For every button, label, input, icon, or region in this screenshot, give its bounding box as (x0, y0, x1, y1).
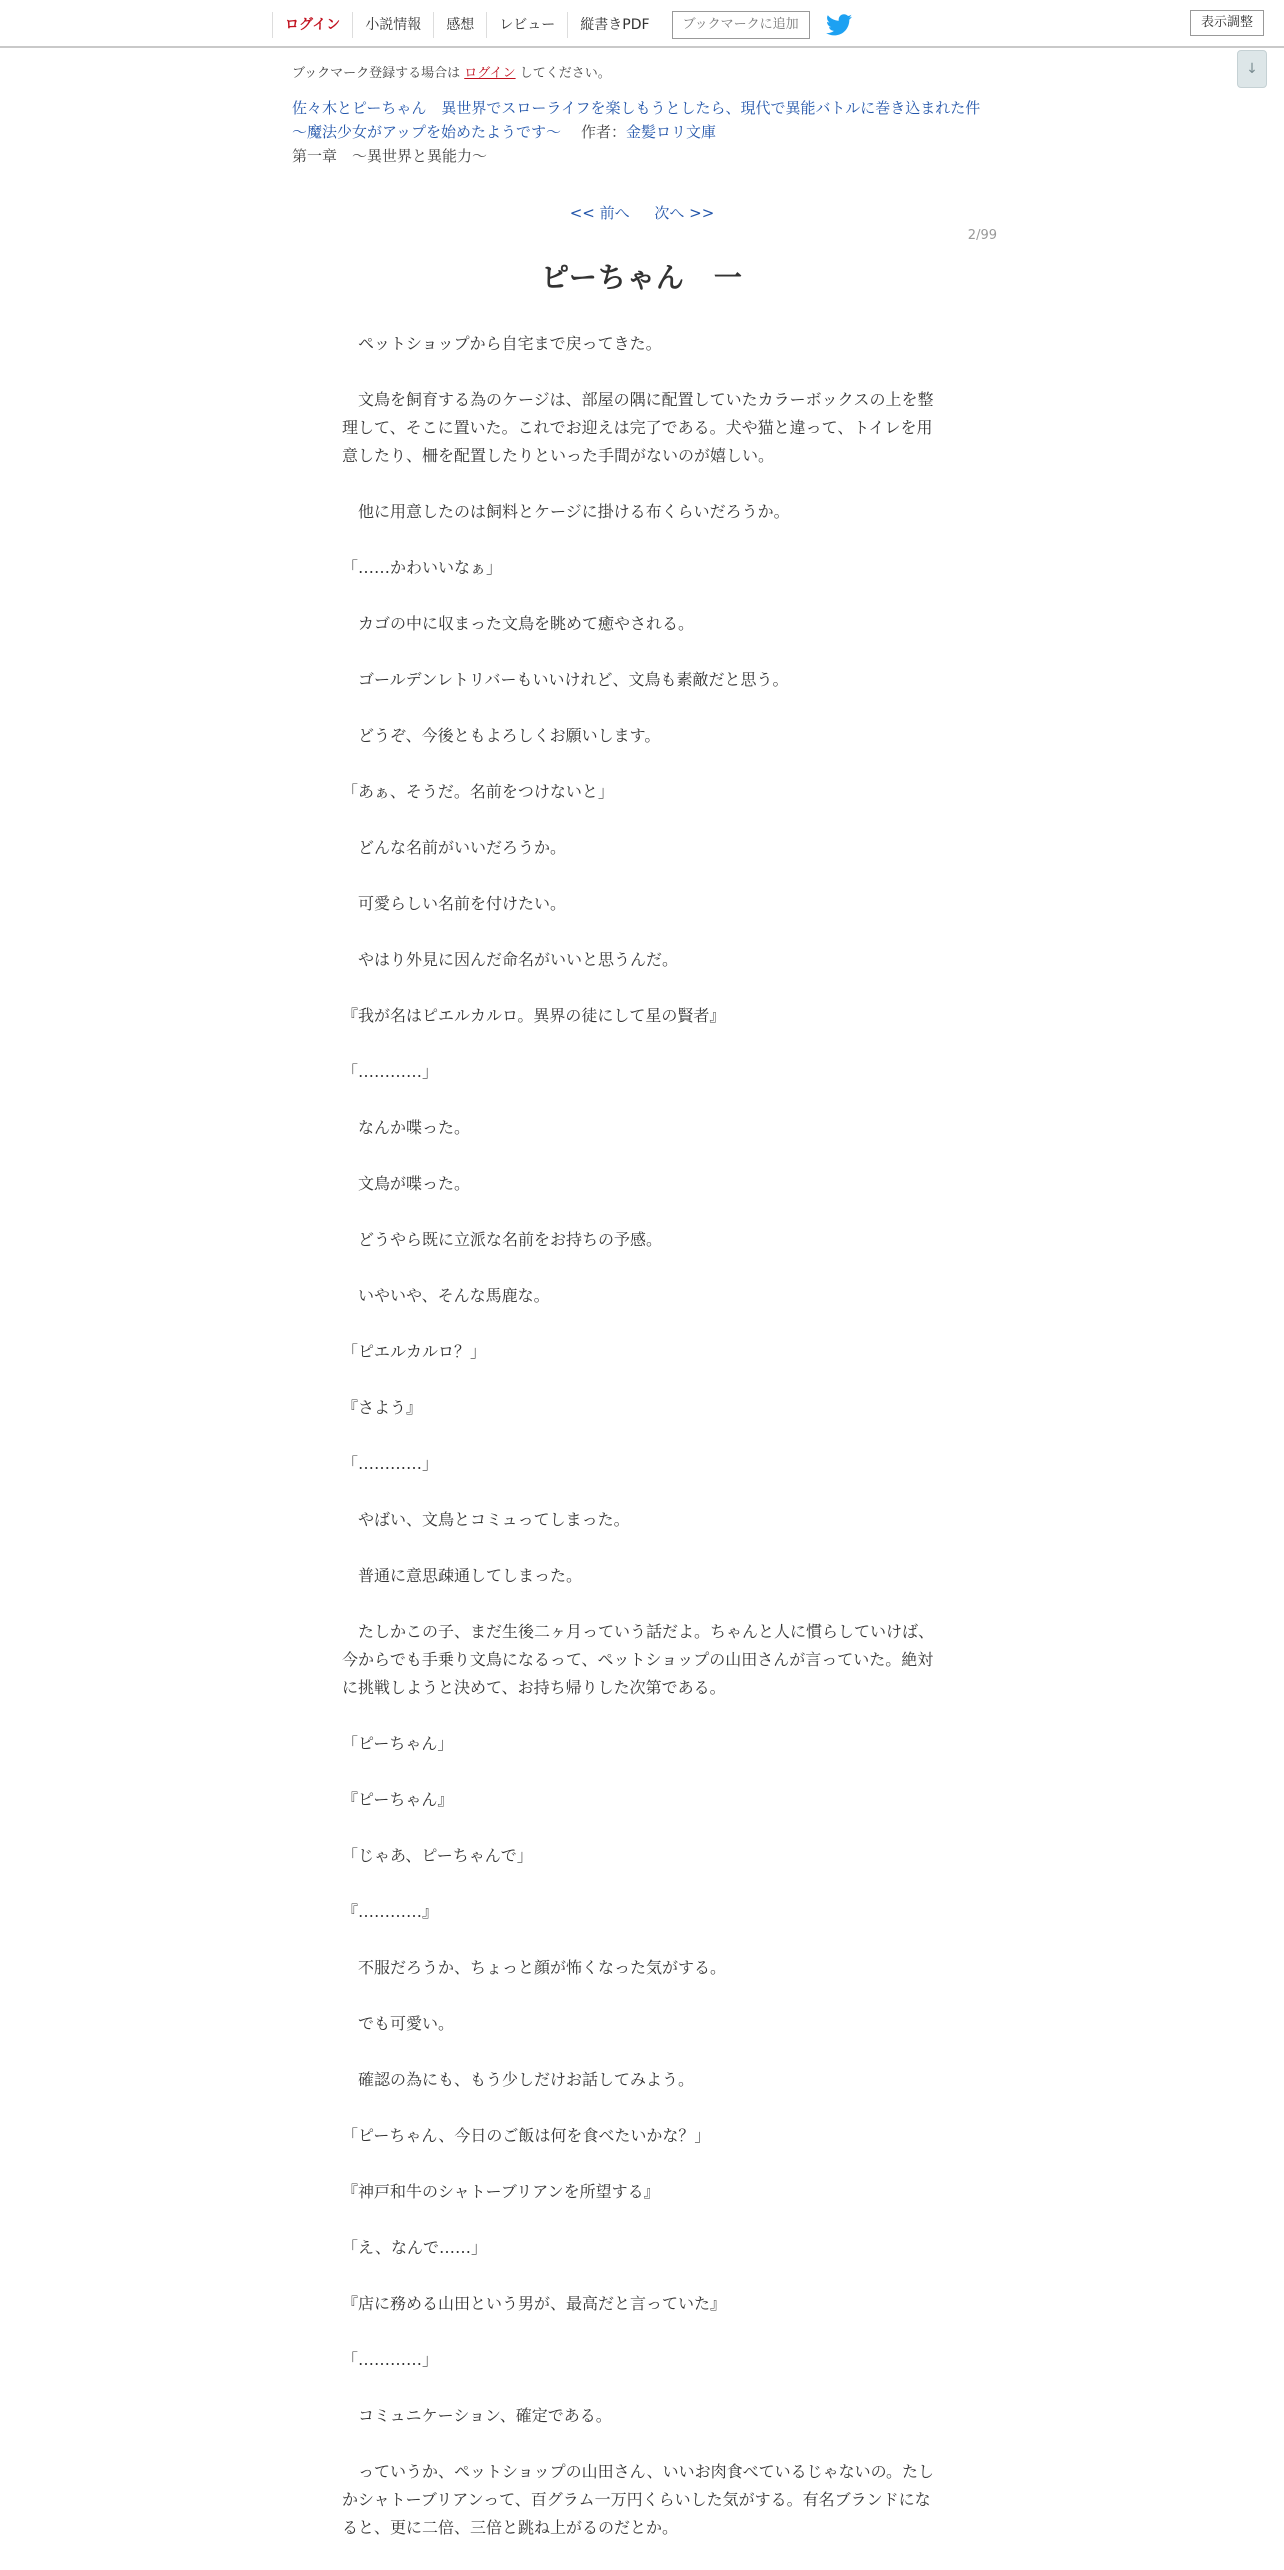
paragraph: でも可愛い。 (342, 2014, 455, 2033)
paragraph: どうやら既に立派な名前をお持ちの予感。 (342, 1230, 663, 1249)
bookmark-login-link[interactable]: ログイン (464, 66, 516, 81)
add-bookmark-button[interactable]: ブックマークに追加 (672, 11, 810, 39)
paragraph: 「…………」 (342, 1062, 439, 1081)
paragraph: どんな名前がいいだろうか。 (342, 838, 567, 857)
paragraph: 不服だろうか、ちょっと顔が怖くなった気がする。 (342, 1958, 727, 1977)
paragraph: 可愛らしい名前を付けたい。 (342, 894, 567, 913)
novel-title-link[interactable]: 佐々木とピーちゃん 異世界でスローライフを楽しもうとしたら、現代で異能バトルに巻き込まれた件 ～魔法少女がアップを始めたようです～ (292, 99, 996, 141)
main-nav (272, 10, 852, 40)
twitter-bird-icon (826, 14, 852, 36)
paragraph: っていうか、ペットショップの山田さん、いいお肉食べているじゃないの。たしかシャトーブリアンって、百グラム一万円くらいした気がする。有名ブランドになると、更に二倍、三倍と跳ね上がるのだとか。 (342, 2462, 935, 2537)
author-link[interactable]: 金髪ロリ文庫 (625, 123, 716, 141)
review-link[interactable]: レビュー (486, 12, 567, 38)
paragraph: やはり外見に因んだ命名がいいと思うんだ。 (342, 950, 679, 969)
paragraph: 「あぁ、そうだ。名前をつけないと」 (342, 782, 614, 801)
paragraph: 『…………』 (342, 1902, 439, 1921)
impressions-link[interactable]: 感想 (433, 12, 486, 38)
author-label: 作者： (580, 123, 626, 141)
bookmark-notice (292, 62, 611, 81)
arrow-down-icon: ↓ (1246, 61, 1258, 77)
paragraph: 『ピーちゃん』 (342, 1790, 454, 1809)
paragraph: 文鳥が喋った。 (342, 1174, 471, 1193)
paragraph: 『我が名はピエルカルロ。異界の徒にして星の賢者』 (342, 1006, 726, 1025)
paragraph: いやいや、そんな馬鹿な。 (342, 1286, 550, 1305)
paragraph: 確認の為にも、もう少しだけお話してみよう。 (342, 2070, 695, 2089)
twitter-icon[interactable] (826, 14, 852, 36)
pager (0, 202, 1284, 223)
paragraph: 『店に務める山田という男が、最高だと言っていた』 (342, 2294, 727, 2313)
bookmark-notice-before: ブックマーク登録する場合は (292, 66, 461, 81)
top-nav-bar (0, 0, 1284, 48)
next-page-link[interactable]: 次へ >> (654, 204, 715, 222)
paragraph: 「ピーちゃん」 (342, 1734, 454, 1753)
paragraph: カゴの中に収まった文鳥を眺めて癒やされる。 (342, 614, 695, 633)
paragraph: 『神戸和牛のシャトーブリアンを所望する』 (342, 2182, 660, 2201)
vertical-pdf-link[interactable]: 縦書きPDF (567, 12, 661, 38)
paragraph: ゴールデンレトリバーもいいけれど、文鳥も素敵だと思う。 (342, 670, 789, 689)
paragraph: 「…………」 (342, 1454, 439, 1473)
display-settings-button[interactable]: 表示調整 (1190, 10, 1264, 36)
paragraph: 「…………」 (342, 2350, 439, 2369)
paragraph: ペットショップから自宅まで戻ってきた。 (342, 334, 662, 353)
paragraph: 他に用意したのは飼料とケージに掛ける布くらいだろうか。 (342, 502, 790, 521)
paragraph: なんか喋った。 (342, 1118, 471, 1137)
bookmark-notice-after: してください。 (519, 66, 611, 81)
paragraph: 『さよう』 (342, 1398, 423, 1417)
paragraph: たしかこの子、まだ生後二ヶ月っていう話だよ。ちゃんと人に慣らしていけば、今からでも手乗り文鳥になるって、ペットショップの山田さんが言っていた。絶対に挑戦しようと決めて、お持ち帰りした次第である。 (342, 1622, 935, 1697)
paragraph: どうぞ、今後ともよろしくお願いします。 (342, 726, 661, 745)
paragraph: 文鳥を飼育する為のケージは、部屋の隅に配置していたカラーボックスの上を整理して、そこに置いた。これでお迎えは完了である。犬や猫と違って、トイレを用意したり、柵を配置したりといった手間がないのが嬉しい。 (342, 390, 934, 465)
paragraph: 普通に意思疎通してしまった。 (342, 1566, 583, 1585)
novel-body (342, 330, 942, 2570)
paragraph: 「……かわいいなぁ」 (342, 558, 503, 577)
page-count: 2/99 (967, 228, 997, 243)
paragraph: 「じゃあ、ピーちゃんで」 (342, 1846, 533, 1865)
paragraph: やばい、文鳥とコミュってしまった。 (342, 1510, 630, 1529)
scroll-down-button[interactable] (1237, 50, 1267, 88)
episode-title: ピーちゃん 一 (541, 261, 743, 294)
login-link[interactable]: ログイン (272, 12, 352, 38)
novel-title-block (292, 96, 1002, 144)
paragraph: 「え、なんで……」 (342, 2238, 487, 2257)
prev-page-link[interactable]: << 前へ (569, 204, 630, 222)
chapter-title: 第一章 ～異世界と異能力～ (292, 147, 488, 165)
paragraph: 「ピエルカルロ？」 (342, 1342, 487, 1361)
paragraph: コミュニケーション、確定である。 (342, 2406, 612, 2425)
novel-info-link[interactable]: 小説情報 (352, 12, 433, 38)
paragraph: 「ピーちゃん、今日のご飯は何を食べたいかな？」 (342, 2126, 711, 2145)
